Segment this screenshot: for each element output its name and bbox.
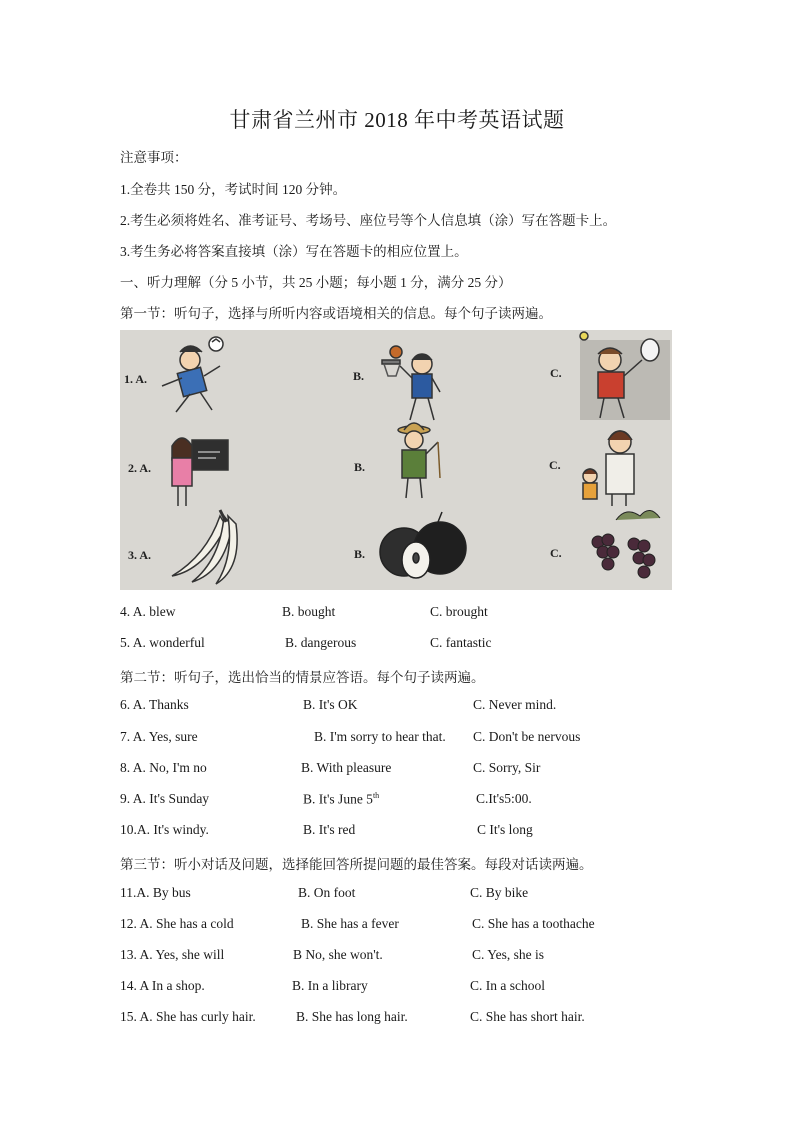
question-option: C. In a school: [470, 978, 545, 993]
question-option: C It's long: [477, 822, 533, 837]
question-option: 4. A. blew: [120, 604, 176, 619]
question-option: B. She has long hair.: [296, 1009, 408, 1024]
question-option: 6. A. Thanks: [120, 697, 189, 712]
question-option: 9. A. It's Sunday: [120, 791, 210, 806]
picture-label: B.: [354, 460, 366, 474]
question-option: C. Sorry, Sir: [473, 760, 541, 775]
question-option: 14. A In a shop.: [120, 978, 205, 993]
question-option: B No, she won't.: [293, 947, 383, 962]
question-option: C. By bike: [470, 885, 529, 900]
notes-header: 注意事项：: [120, 150, 188, 165]
question-option: 12. A. She has a cold: [120, 916, 234, 931]
picture-label: B.: [354, 547, 366, 561]
question-option: 10.A. It's windy.: [120, 822, 209, 837]
note-line: 2.考生必须将姓名、准考证号、考场号、座位号等个人信息填（涂）写在答题卡上。: [120, 213, 617, 228]
question-option: B. I'm sorry to hear that.: [314, 729, 446, 744]
question-option: B. With pleasure: [301, 760, 392, 775]
picture-label: C.: [549, 458, 561, 472]
question-option: C. Don't be nervous: [473, 729, 581, 744]
ordinal-suffix: th: [372, 791, 380, 800]
section1-header: 第一节：听句子，选择与所听内容或语境相关的信息。每个句子读两遍。: [120, 306, 552, 321]
note-line: 3.考生务必将答案直接填（涂）写在答题卡的相应位置上。: [120, 244, 468, 259]
question-option: B. She has a fever: [301, 916, 399, 931]
question-option: C. She has short hair.: [470, 1009, 585, 1024]
question-option: 15. A. She has curly hair.: [120, 1009, 256, 1024]
picture-label: C.: [550, 366, 562, 380]
picture-label: 1. A.: [124, 372, 148, 386]
question-option: 5. A. wonderful: [120, 635, 205, 650]
page-title: 甘肃省兰州市 2018 年中考英语试题: [229, 108, 565, 132]
section3-header: 第三节：听小对话及问题，选择能回答所提问题的最佳答案。每段对话读两遍。: [120, 857, 593, 872]
part1-header: 一、听力理解（分 5 小节，共 25 小题；每小题 1 分，满分 25 分）: [120, 275, 512, 290]
question-option: B. It's red: [303, 822, 356, 837]
question-option: B. bought: [282, 604, 336, 619]
question-option: B. It's OK: [303, 697, 358, 712]
question-option: 11.A. By bus: [120, 885, 191, 900]
question-option: B. dangerous: [285, 635, 357, 650]
question-option: C. brought: [430, 604, 488, 619]
question-option: C. She has a toothache: [472, 916, 595, 931]
question-option: 7. A. Yes, sure: [120, 729, 198, 744]
picture-label: 3. A.: [128, 548, 152, 562]
question-option: 8. A. No, I'm no: [120, 760, 207, 775]
question-option: 13. A. Yes, she will: [120, 947, 225, 962]
question-option: B. In a library: [292, 978, 368, 993]
question-option: [303, 791, 379, 808]
picture-label: 2. A.: [128, 461, 152, 475]
question-option: C. Never mind.: [473, 697, 557, 712]
question-option: C. Yes, she is: [472, 947, 545, 962]
listening-picture-panel: [120, 330, 672, 590]
question-option-text: B. It's June 5: [303, 791, 373, 807]
picture-label: C.: [550, 546, 562, 560]
picture-label: B.: [353, 369, 365, 383]
tennis-player-icon: [580, 332, 670, 420]
question-option: C.It's5:00.: [476, 791, 532, 806]
section2-header: 第二节：听句子，选出恰当的情景应答语。每个句子读两遍。: [120, 670, 485, 685]
note-line: 1.全卷共 150 分，考试时间 120 分钟。: [120, 182, 347, 197]
question-option: C. fantastic: [430, 635, 492, 650]
question-option: B. On foot: [298, 885, 356, 900]
